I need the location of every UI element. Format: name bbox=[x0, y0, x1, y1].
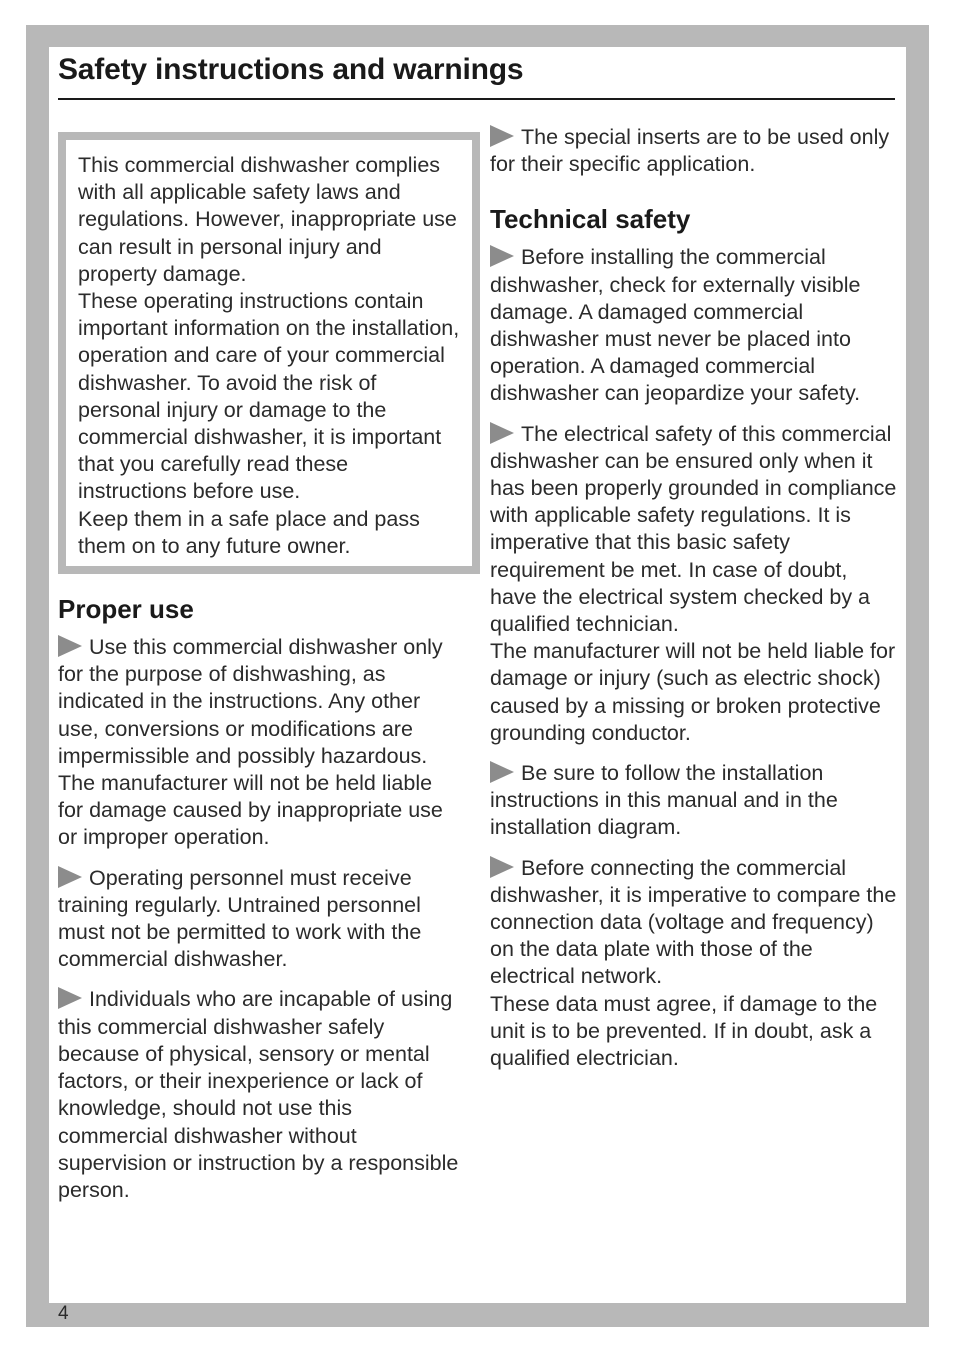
arrow-bullet-icon bbox=[490, 422, 514, 444]
item-text: The electrical safety of this commercial dishwasher can be ensured only when it has been properly grounded in compliance with applicable safety regulations. It is imperative that this basic safety requirement be met. In case of doubt, have the electrical system checked by a qualified technician. bbox=[490, 421, 897, 637]
item-text: Individuals who are incapable of using this commercial dishwasher safely because of physical, sensory or mental factors, or their inexperience or lack of knowledge, should not use this commercial dishwasher without supervision or instruction by a responsible person. bbox=[58, 987, 459, 1202]
item-text: Use this commercial dishwasher only for the purpose of dishwashing, as indicated in the instructions. Any other use, conversions or modifications are impermissible and possibly hazardous. The manufacturer will not be held liable for damage caused by inappropriate use or improper operation. bbox=[58, 635, 443, 850]
arrow-bullet-icon bbox=[490, 761, 514, 783]
list-item bbox=[490, 244, 898, 407]
section-heading-proper-use: Proper use bbox=[58, 594, 194, 625]
item-text: Before installing the commercial dishwasher, check for externally visible damage. A damaged commercial dishwasher must never be placed into operation. A damaged commercial dishwasher can jeopardize your safety. bbox=[490, 245, 861, 406]
list-item bbox=[58, 865, 462, 974]
arrow-bullet-icon bbox=[58, 866, 82, 888]
arrow-bullet-icon bbox=[58, 987, 82, 1009]
page-title: Safety instructions and warnings bbox=[58, 53, 524, 86]
left-column bbox=[58, 132, 462, 1217]
item-text: Be sure to follow the installation instructions in this manual and in the installation diagram. bbox=[490, 761, 838, 840]
arrow-bullet-icon bbox=[490, 856, 514, 878]
list-item bbox=[490, 855, 898, 1073]
item-text: The special inserts are to be used only for their specific application. bbox=[490, 125, 890, 177]
item-paragraph bbox=[490, 244, 898, 407]
right-column bbox=[490, 124, 898, 1085]
section-heading-technical-safety: Technical safety bbox=[490, 204, 691, 235]
notice-paragraph: Keep them in a safe place and pass them on to any future owner. bbox=[78, 506, 420, 558]
item-text: Operating personnel must receive training regularly. Untrained personnel must not be permitted to work with the commercial dishwasher. bbox=[58, 865, 422, 972]
item-paragraph bbox=[490, 855, 898, 991]
list-item bbox=[490, 760, 898, 842]
arrow-bullet-icon bbox=[490, 125, 514, 147]
title-divider bbox=[58, 98, 895, 100]
item-paragraph bbox=[58, 634, 462, 852]
page-number: 4 bbox=[58, 1303, 69, 1324]
item-text: Before connecting the commercial dishwasher, it is imperative to compare the connection data (voltage and frequency) on the data plate with those of the electrical network. bbox=[490, 855, 897, 989]
arrow-bullet-icon bbox=[490, 245, 514, 267]
item-paragraph: The manufacturer will not be held liable for damage or injury (such as electric shock) caused by a missing or broken protective grounding conductor. bbox=[490, 639, 896, 745]
item-paragraph bbox=[58, 986, 462, 1204]
list-item bbox=[58, 634, 462, 852]
notice-paragraph: This commercial dishwasher complies with all applicable safety laws and regulations. However, inappropriate use can result in personal injury and property damage. bbox=[78, 153, 457, 286]
item-paragraph bbox=[490, 124, 898, 178]
item-paragraph bbox=[58, 865, 462, 974]
safety-notice-box bbox=[58, 132, 480, 574]
item-paragraph: These data must agree, if damage to the unit is to be prevented. If in doubt, ask a qualified electrician. bbox=[490, 991, 878, 1071]
list-item bbox=[490, 124, 898, 178]
item-paragraph bbox=[490, 421, 898, 639]
item-paragraph bbox=[490, 760, 898, 842]
list-item bbox=[58, 986, 462, 1204]
list-item bbox=[490, 421, 898, 747]
notice-paragraph: These operating instructions contain important information on the installation, operation and care of your commercial dishwasher. To avoid the risk of personal injury or damage to the commercial dishwasher, it is important that you carefully read these instructions before use. bbox=[78, 289, 460, 504]
arrow-bullet-icon bbox=[58, 635, 82, 657]
